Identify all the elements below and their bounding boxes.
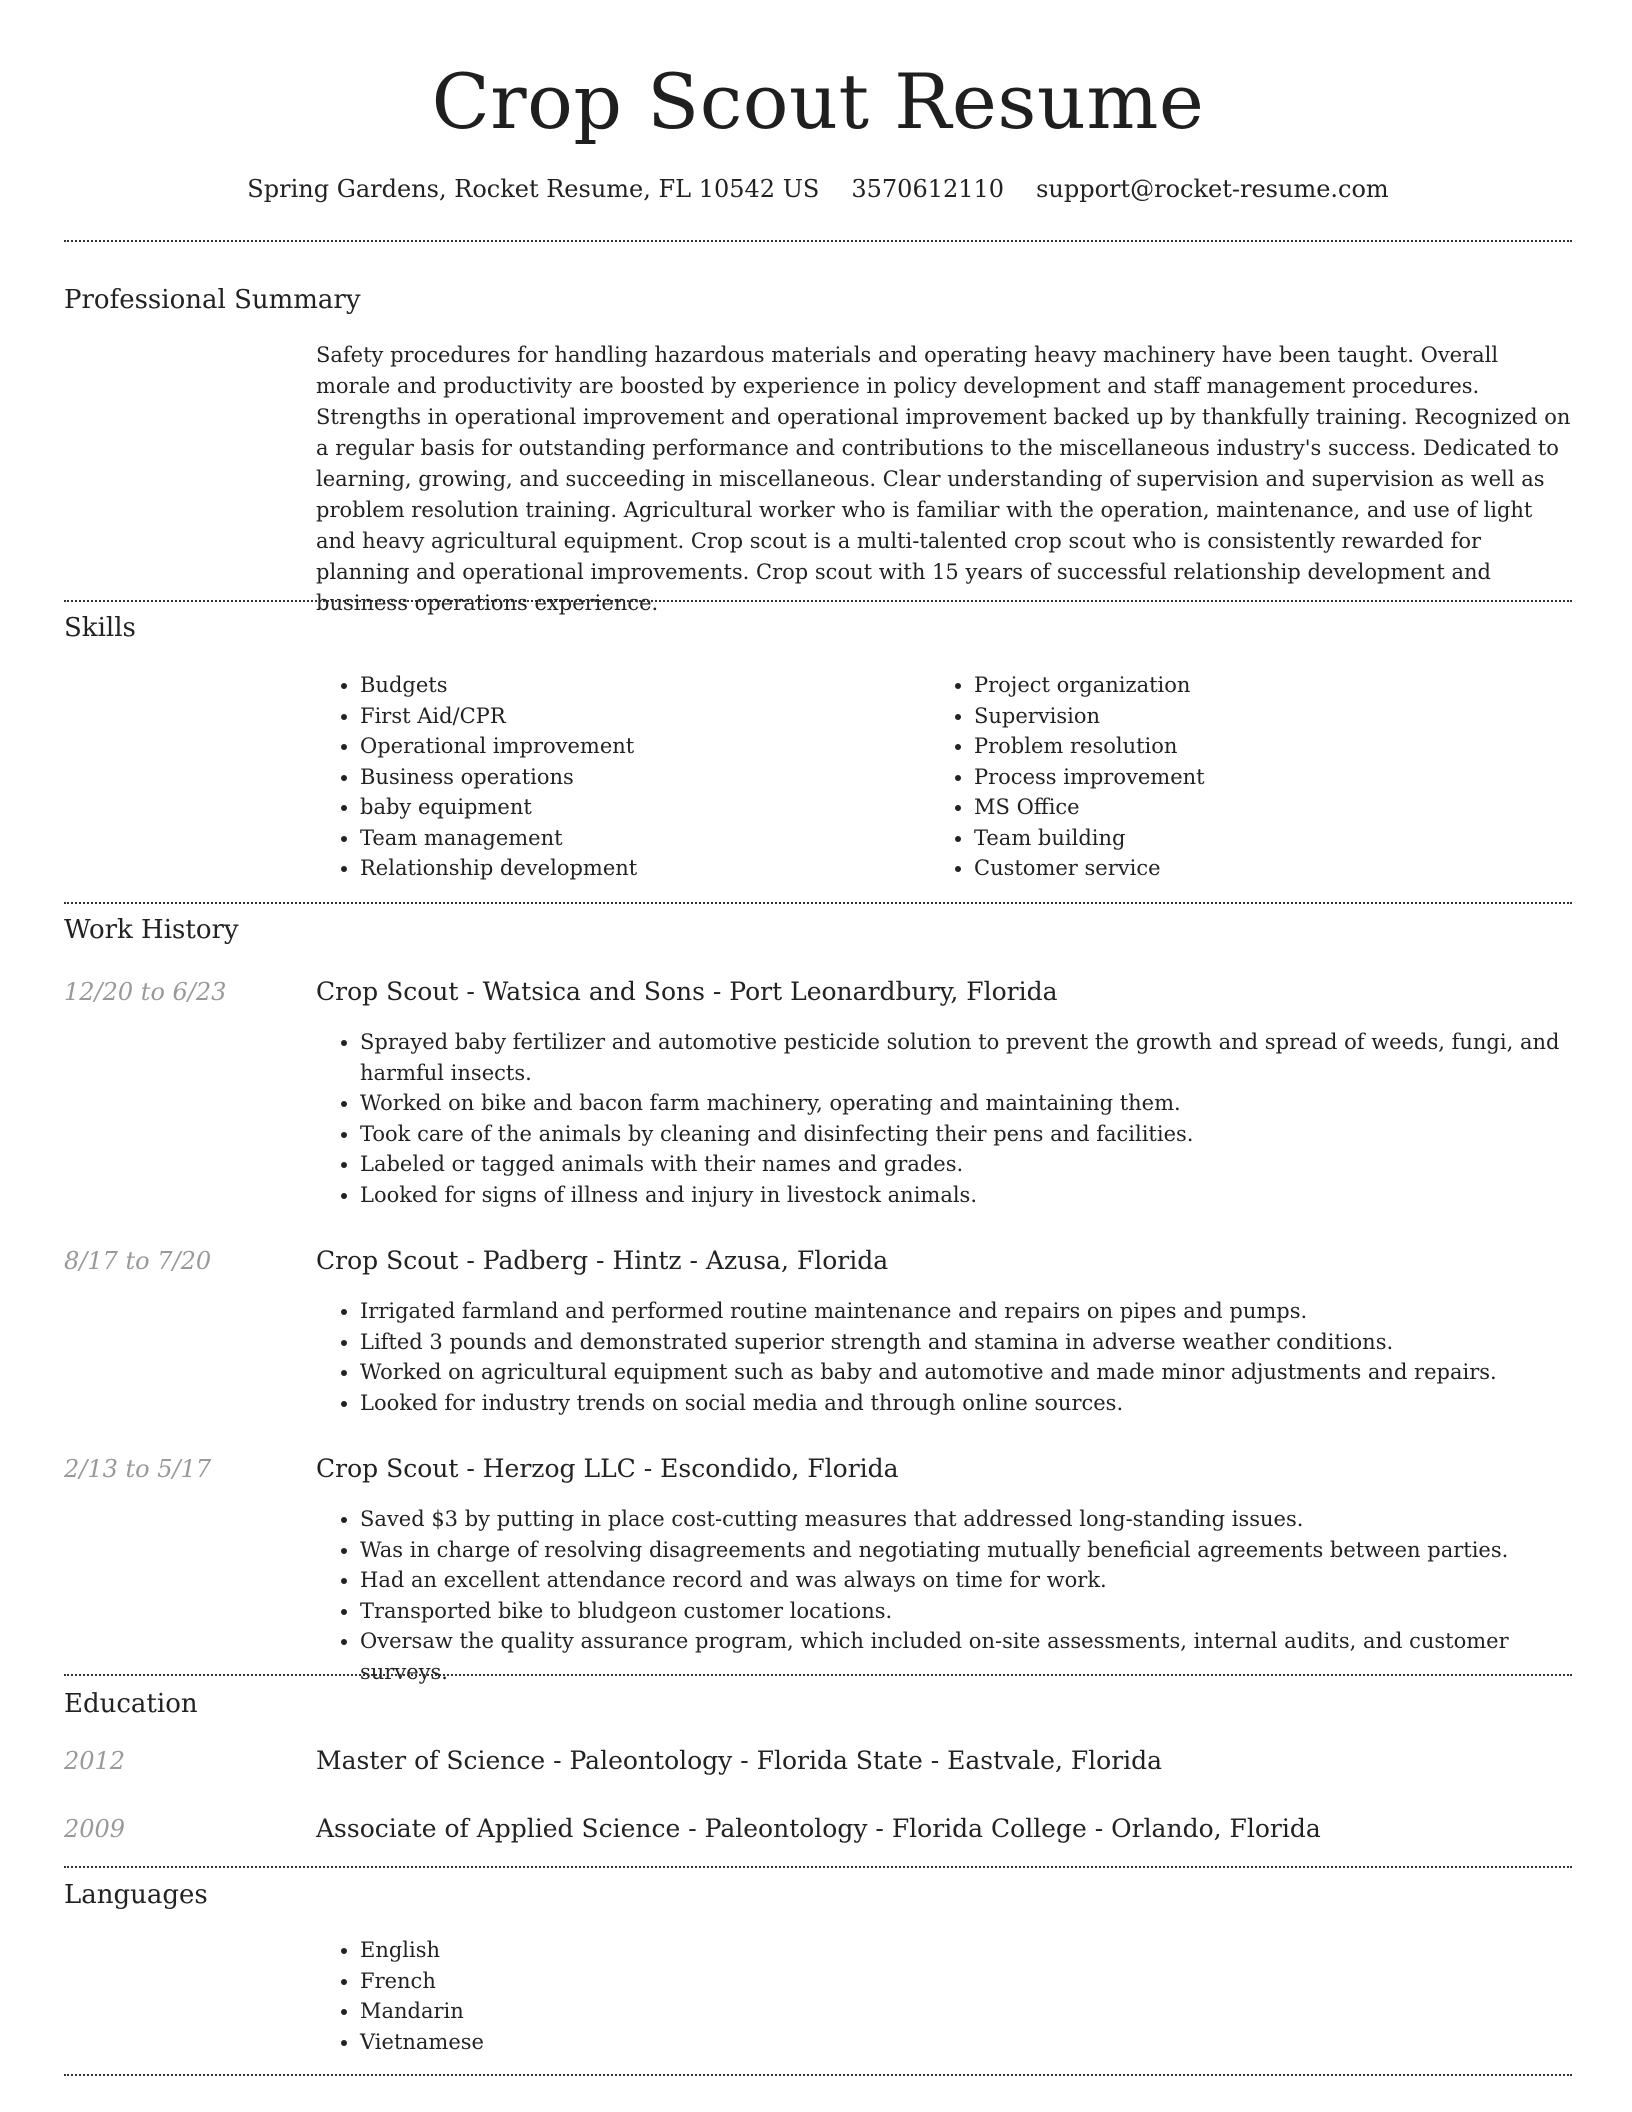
education-degree: Associate of Applied Science - Paleontology - Florida College - Orlando, Florida — [316, 1814, 1321, 1843]
job-bullets — [316, 1504, 1586, 1687]
language-item: • Vietnamese — [360, 2027, 1586, 2058]
job-bullets — [316, 1027, 1586, 1210]
language-item: • Mandarin — [360, 1996, 1586, 2027]
job-bullet: • Lifted 3 pounds and demonstrated superior strength and stamina in adverse weather conditions. — [360, 1327, 1586, 1358]
education-year: 2012 — [64, 1747, 126, 1775]
skill-item: • Team management — [360, 823, 876, 854]
section-title-skills: Skills — [64, 613, 136, 643]
divider — [64, 902, 1572, 904]
job-dates: 8/17 to 7/20 — [64, 1247, 212, 1275]
job-bullet: • Worked on agricultural equipment such as baby and automotive and made minor adjustments and repairs. — [360, 1357, 1586, 1388]
language-item: • French — [360, 1966, 1586, 1997]
resume-title: Crop Scout Resume — [431, 57, 1205, 146]
skill-item: • Relationship development — [360, 853, 876, 884]
job-bullet: • Looked for industry trends on social media and through online sources. — [360, 1388, 1586, 1419]
skill-item: • baby equipment — [360, 792, 876, 823]
skill-item: • Project organization — [974, 670, 1490, 701]
contact-line — [64, 174, 1572, 204]
job-dates: 12/20 to 6/23 — [64, 978, 227, 1006]
skill-item: • Process improvement — [974, 762, 1490, 793]
job-bullet: • Sprayed baby fertilizer and automotive pesticide solution to prevent the growth and spread of weeds, fungi, and harmful insects. — [360, 1027, 1586, 1088]
education-year: 2009 — [64, 1815, 126, 1843]
section-title-education: Education — [64, 1689, 198, 1719]
contact-email: support@rocket-resume.com — [1036, 175, 1389, 203]
skill-item: • MS Office — [974, 792, 1490, 823]
section-title-work: Work History — [64, 915, 239, 945]
language-item: • English — [360, 1935, 1586, 1966]
contact-phone: 3570612110 — [851, 175, 1005, 203]
job-bullet: • Irrigated farmland and performed routine maintenance and repairs on pipes and pumps. — [360, 1296, 1586, 1327]
job-dates: 2/13 to 5/17 — [64, 1455, 212, 1483]
skill-item: • Problem resolution — [974, 731, 1490, 762]
job-heading: Crop Scout - Watsica and Sons - Port Leonardbury, Florida — [316, 977, 1058, 1006]
divider — [64, 1866, 1572, 1868]
contact-address: Spring Gardens, Rocket Resume, FL 10542 US — [247, 175, 820, 203]
skill-item: • Operational improvement — [360, 731, 876, 762]
section-title-summary: Professional Summary — [64, 285, 361, 315]
job-heading: Crop Scout - Padberg - Hintz - Azusa, Florida — [316, 1246, 889, 1275]
divider — [64, 1674, 1572, 1676]
divider — [64, 600, 1572, 602]
job-bullet: • Labeled or tagged animals with their names and grades. — [360, 1149, 1586, 1180]
divider — [64, 2074, 1572, 2076]
skill-item: • Budgets — [360, 670, 876, 701]
languages-list — [316, 1935, 1586, 2057]
job-bullet: • Worked on bike and bacon farm machinery, operating and maintaining them. — [360, 1088, 1586, 1119]
skill-item: • Team building — [974, 823, 1490, 854]
skills-list-left — [316, 670, 876, 884]
education-degree: Master of Science - Paleontology - Florida State - Eastvale, Florida — [316, 1746, 1163, 1775]
summary-text: Safety procedures for handling hazardous materials and operating heavy machinery have been taught. Overall morale and productivity are boosted by experience in policy development and staff management procedures. Strengths in operational improvement and operational improvement backed up by thankfully training. Recognized on a regular basis for outstanding performance and contributions to the miscellaneous industry's success. Dedicated to learning, growing, and succeeding in miscellaneous. Clear understanding of supervision and supervision as well as problem resolution training. Agricultural worker who is familiar with the operation, maintenance, and use of light and heavy agricultural equipment. Crop scout is a multi-talented crop scout who is consistently rewarded for planning and operational improvements. Crop scout with 15 years of successful relationship development and business operations experience. — [316, 343, 1571, 615]
job-bullet: • Saved $3 by putting in place cost-cutting measures that addressed long-standing issues. — [360, 1504, 1586, 1535]
job-bullet: • Transported bike to bludgeon customer locations. — [360, 1596, 1586, 1627]
job-bullet: • Was in charge of resolving disagreements and negotiating mutually beneficial agreements between parties. — [360, 1535, 1586, 1566]
job-bullet: • Took care of the animals by cleaning and disinfecting their pens and facilities. — [360, 1119, 1586, 1150]
skills-list-right — [930, 670, 1490, 884]
job-bullet: • Had an excellent attendance record and was always on time for work. — [360, 1565, 1586, 1596]
skill-item: • Customer service — [974, 853, 1490, 884]
job-bullets — [316, 1296, 1586, 1418]
section-title-languages: Languages — [64, 1880, 208, 1910]
divider — [64, 240, 1572, 242]
skill-item: • Supervision — [974, 701, 1490, 732]
job-heading: Crop Scout - Herzog LLC - Escondido, Florida — [316, 1454, 899, 1483]
skill-item: • Business operations — [360, 762, 876, 793]
skill-item: • First Aid/CPR — [360, 701, 876, 732]
job-bullet: • Oversaw the quality assurance program, which included on-site assessments, internal audits, and customer surveys. — [360, 1626, 1586, 1687]
job-bullet: • Looked for signs of illness and injury in livestock animals. — [360, 1180, 1586, 1211]
resume-page — [64, 0, 1572, 2054]
